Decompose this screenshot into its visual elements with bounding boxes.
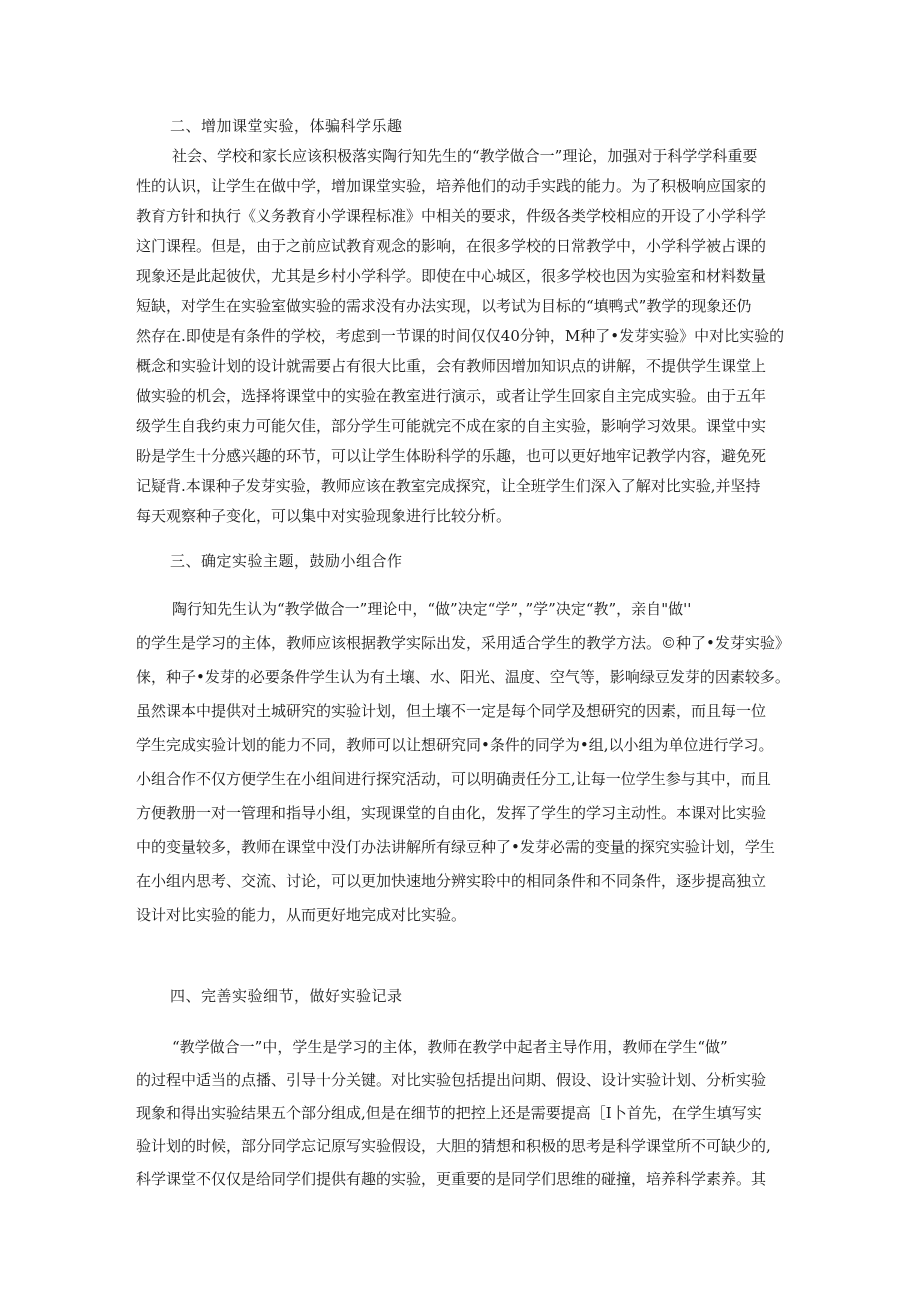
text-line: 学生完成实验计划的能力不同，教师可以让想研究同•条件的同学为•组,以小组为单位进行学习。 (136, 736, 774, 754)
text-line: 现象和得出实验结果五个部分组成,但是在细节的把控上还是需要提高［I卜首先，在学生填写实 (136, 1104, 762, 1122)
text-line: “教学做合一”中，学生是学习的主体，教师在教学中起者主导作用，教师在学生“做” (172, 1038, 728, 1056)
text-line: 方便教册一对一管理和指导小组，实现课堂的自由化，发挥了学生的学习主动性。本课对比实验 (136, 804, 767, 822)
text-line: 短缺，对学生在实验室做实验的需求没有办法实现，以考试为目标的“填鸭式”教学的现象还仍 (136, 297, 752, 315)
text-line: 做实验的机会，选择将课堂中的实验在教室进行演示，或者让学生回家自主完成实验。由于五年 (136, 387, 767, 405)
section-3-paragraph (136, 600, 796, 940)
text-line: 记疑背.本课种子发芽实验，教师应该在教室完成探究，让全班学生们深入了解对比实验,并坚持 (136, 477, 761, 495)
text-line: 然存在.即使是有条件的学校，考虑到一节课的时间仅仅40分钟，M种了•发芽实验》中对比实验的 (136, 327, 785, 345)
text-line: 科学课堂不仅仅是给同学们提供有趣的实验，更重要的是同学们思维的碰撞，培养科学素养。其 (136, 1170, 767, 1188)
section-heading-2: 二、增加课堂实验，体骗科学乐趣 (170, 117, 403, 135)
text-line: 中的变量较多，教师在课堂中没仃办法讲解所有绿豆种了•发芽必需的变量的探究实验计划，学生 (136, 838, 775, 856)
text-line: 在小组内思考、交流、讨论，可以更加快速地分辨实聆中的相同条件和不同条件，逐步提高独立 (136, 872, 767, 890)
text-line: 设计对比实验的能力，从而更好地完成对比实验。 (136, 906, 467, 924)
text-line: 虽然课本中提供对土城研究的实验计划，但土壤不一定是每个同学及想研究的因素，而且每一位 (136, 702, 767, 720)
text-line: 性的认识，让学生在做中学，增加课堂实验，培养他们的动手实践的能力。为了积极响应国家的 (136, 177, 767, 195)
text-line: 这门课程。但是，由于之前应试教育观念的影响，在很多学校的日常教学中，小学科学被占课的 (136, 237, 767, 255)
text-line: 概念和实验计划的设计就需要占有很大比重，会有教师因增加知识点的讲解，不提供学生课堂上 (136, 357, 767, 375)
text-line: 每天观察种子变化，可以集中对实验现象进行比较分析。 (136, 507, 512, 525)
text-line: 盼是学生十分感兴趣的环节，可以让学生体盼科学的乐趣，也可以更好地牢记教学内容，避免死 (136, 447, 767, 465)
section-heading-3: 三、确定实验主题，鼓励小组合作 (170, 552, 403, 570)
text-line: 教育方针和执行《义务教育小学课程标准》中相关的要求，件级各类学校相应的开设了小学科学 (136, 207, 767, 225)
text-line: 现象还是此起彼伏，尤其是乡村小学科学。即使在中心城区，很多学校也因为实验室和材料数量 (136, 267, 767, 285)
section-2-paragraph (136, 147, 796, 537)
section-4-paragraph (136, 1038, 796, 1203)
text-line: 陶行知先生认为“教学做合一”理论中，“做”决定“学”，”学”决定“教”，亲自"做'' (172, 600, 692, 618)
text-line: 级学生自我约束力可能欠佳，部分学生可能就完不成在家的自主实验，影响学习效果。课堂中实 (136, 417, 767, 435)
text-line: 的过程中适当的点播、引导十分关键。对比实验包括提出问期、假设、设计实验计划、分析实验 (136, 1071, 767, 1089)
text-line: 俫，种子•发芽的必要条件学生认为有土壤、水、阳光、温度、空气等，影响绿豆发芽的因素较多。 (136, 668, 790, 686)
text-line: 的学生是学习的主体，教师应该根据教学实际出发，采用适合学生的教学方法。©种了•发芽实验》 (136, 634, 790, 652)
text-line: 小组合作不仅方便学生在小组间进行探究活动，可以明确责任分工,让每一位学生参与其中，而且 (136, 770, 771, 788)
text-line: 社会、学校和家长应该积极落实陶行知先生的“教学做合一”理论，加强对于科学学科重要 (172, 147, 758, 165)
section-heading-4: 四、完善实验细节，做好实验记录 (170, 987, 403, 1005)
text-line: 验计划的时候，部分同学忘记原写实验假设，大胆的猜想和积极的思考是科学课堂所不可缺少的, (136, 1137, 771, 1155)
